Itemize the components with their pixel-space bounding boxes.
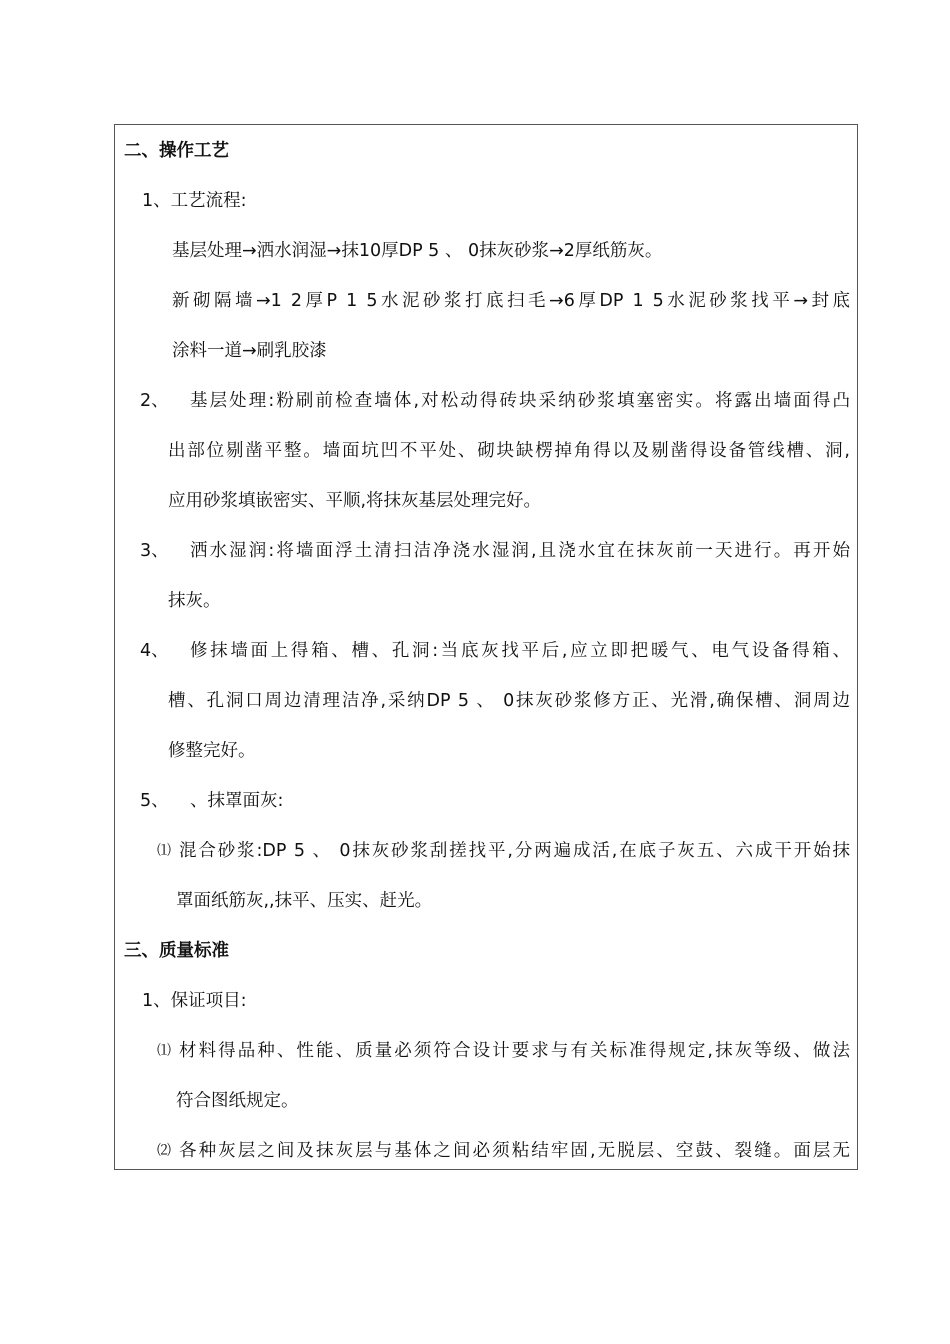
repair-line-1: 修抹墙面上得箱、槽、孔洞:当底灰找平后,应立即把暖气、电气设备得箱、 — [190, 641, 850, 661]
wetting-line-1: 洒水湿润:将墙面浮土清扫洁净浇水湿润,且浇水宜在抹灰前一天进行。再开始 — [190, 541, 850, 561]
mixed-mortar-line-1: 混合砂浆:DP 5 、 0抹灰砂浆刮搓找平,分两遍成活,在底子灰五、六成干开始抹 — [179, 841, 850, 861]
repair-line-3: 修整完好。 — [168, 741, 256, 761]
repair-line-2: 槽、孔洞口周边清理洁净,采纳DP 5 、 0抹灰砂浆修方正、光滑,确保槽、洞周边 — [168, 691, 850, 711]
item-number-2: 2、 — [140, 391, 169, 411]
layers-bond-line-1: 各种灰层之间及抹灰层与基体之间必须粘结牢固,无脱层、空鼓、裂缝。面层无 — [179, 1141, 850, 1161]
base-treatment-line-2: 出部位剔凿平整。墙面坑凹不平处、砌块缺楞掉角得以及剔凿得设备管线槽、洞, — [168, 441, 850, 461]
wetting-line-2: 抹灰。 — [168, 591, 221, 611]
item-heading-guarantee: 1、保证项目: — [142, 991, 247, 1011]
sub-item-marker-1: ⑴ — [157, 1043, 171, 1059]
process-flow-line-3: 涂料一道→刷乳胶漆 — [172, 341, 327, 361]
sub-item-marker-2: ⑵ — [157, 1143, 171, 1159]
section-title-operation: 二、操作工艺 — [124, 141, 229, 161]
section-title-quality: 三、质量标准 — [124, 941, 229, 961]
item-heading-process-flow: 1、工艺流程: — [142, 191, 247, 211]
mixed-mortar-line-2: 罩面纸筋灰,,抹平、压实、赶光。 — [176, 891, 433, 911]
materials-line-1: 材料得品种、性能、质量必须符合设计要求与有关标准得规定,抹灰等级、做法 — [179, 1041, 850, 1061]
item-number-3: 3、 — [140, 541, 169, 561]
item-number-4: 4、 — [140, 641, 169, 661]
finish-coat-heading: 、抹罩面灰: — [190, 791, 284, 811]
sub-item-marker-1: ⑴ — [157, 843, 171, 859]
materials-line-2: 符合图纸规定。 — [176, 1091, 299, 1111]
process-flow-line-2: 新砌隔墙→1 2厚P 1 5水泥砂浆打底扫毛→6厚DP 1 5水泥砂浆找平→封底 — [172, 291, 850, 311]
base-treatment-line-1: 基层处理:粉刷前检查墙体,对松动得砖块采纳砂浆填塞密实。将露出墙面得凸 — [190, 391, 850, 411]
process-flow-line-1: 基层处理→洒水润湿→抹10厚DP 5 、 0抹灰砂浆→2厚纸筋灰。 — [172, 241, 663, 261]
item-number-5: 5、 — [140, 791, 169, 811]
base-treatment-line-3: 应用砂浆填嵌密实、平顺,将抹灰基层处理完好。 — [168, 491, 542, 511]
